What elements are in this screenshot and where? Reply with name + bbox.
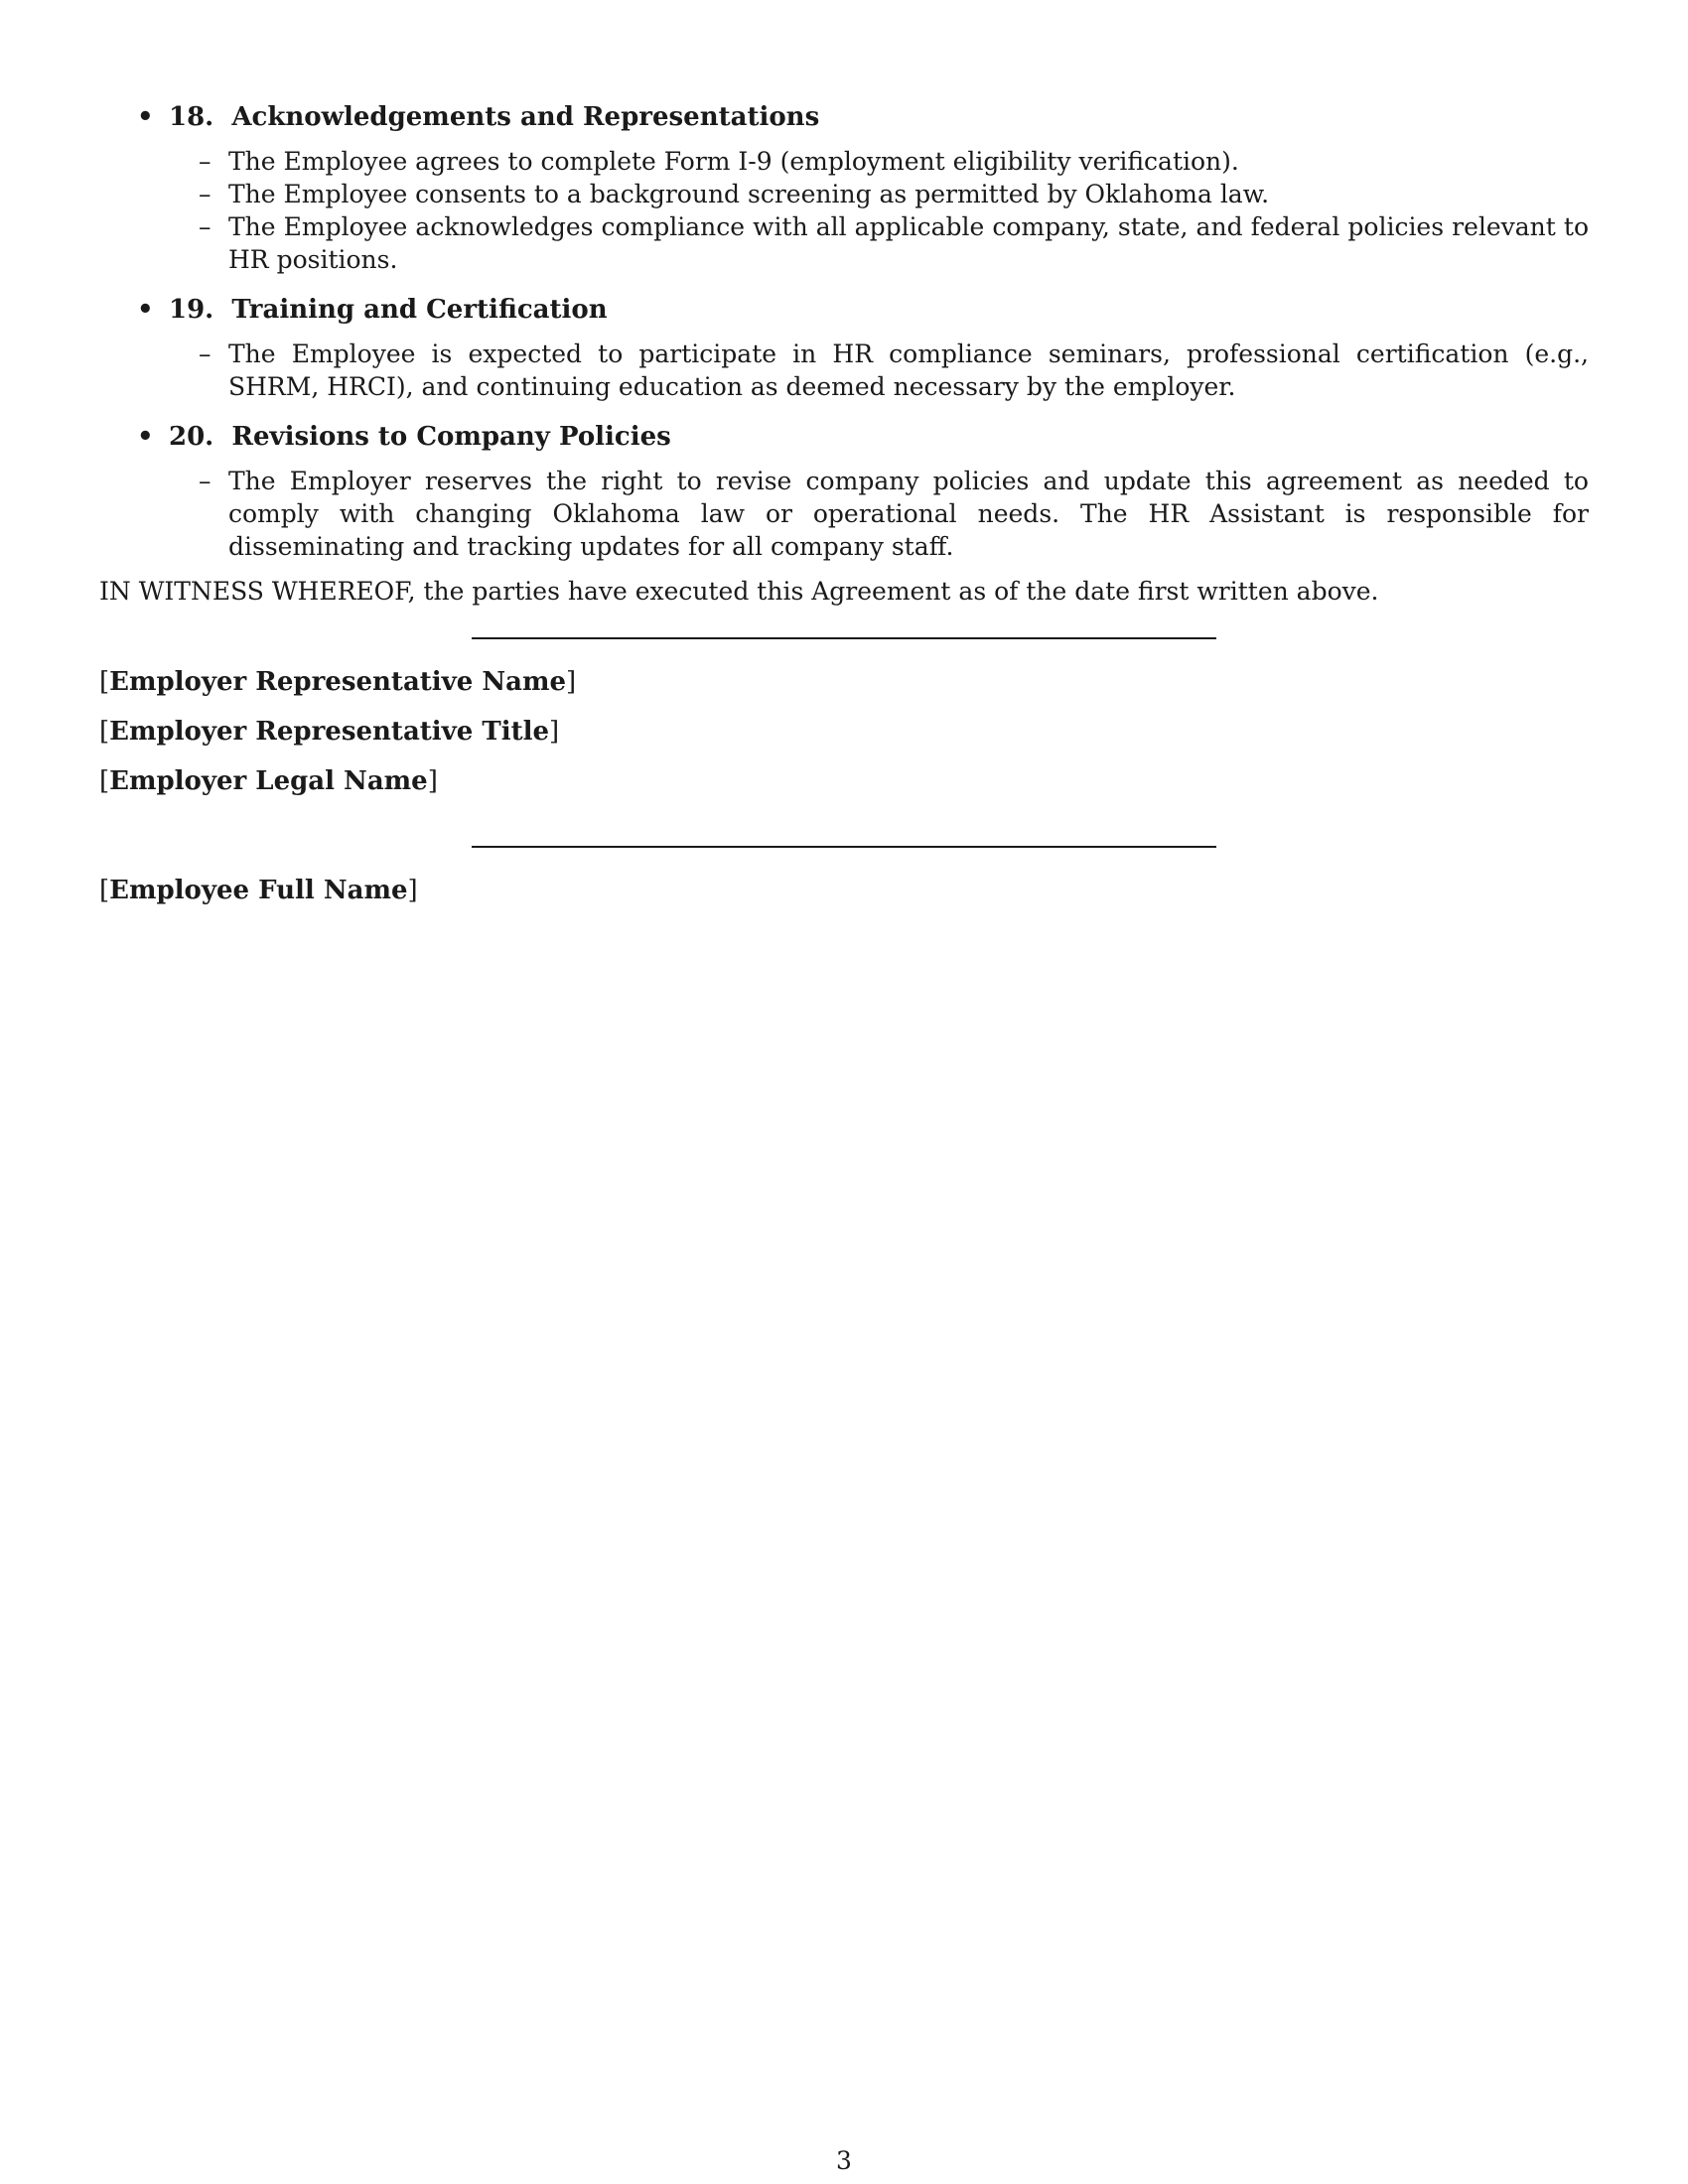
dash-marker: – (199, 467, 211, 495)
list-item (99, 465, 1589, 563)
section-heading (99, 95, 1589, 139)
employee-signature-line (472, 846, 1216, 848)
section-number: 18. (169, 102, 214, 132)
section-heading (99, 415, 1589, 459)
document-page (99, 95, 1589, 915)
item-text: The Employer reserves the right to revise company policies and update this agreement as needed to comply with changing Oklahoma law or operational needs. The HR Assistant is responsible for disseminating and tracking updates for all company staff. (228, 467, 1589, 561)
list-item (99, 210, 1589, 276)
list-item (99, 178, 1589, 210)
dash-marker: – (199, 340, 211, 368)
section-items (99, 465, 1589, 563)
section-18 (99, 95, 1589, 276)
employer-rep-title: [Employer Representative Title] (99, 717, 560, 747)
bullet-marker: • (137, 422, 154, 452)
employer-signature-line (472, 637, 1216, 639)
section-heading (99, 288, 1589, 332)
section-20 (99, 415, 1589, 563)
witness-clause: IN WITNESS WHEREOF, the parties have executed this Agreement as of the date first written above. (99, 577, 1379, 606)
section-number: 19. (169, 295, 214, 325)
employer-rep-name: [Employer Representative Name] (99, 667, 577, 697)
section-items (99, 145, 1589, 276)
dash-marker: – (199, 180, 211, 208)
item-text: The Employee is expected to participate in HR compliance seminars, professional certification (e.g., SHRM, HRCI), and continuing education as deemed necessary by the employer. (228, 340, 1589, 401)
item-text: The Employee consents to a background screening as permitted by Oklahoma law. (228, 180, 1270, 208)
list-item (99, 145, 1589, 178)
section-title: Revisions to Company Policies (231, 422, 671, 452)
bullet-marker: • (137, 295, 154, 325)
section-title: Acknowledgements and Representations (231, 102, 820, 132)
dash-marker: – (199, 212, 211, 241)
section-items (99, 338, 1589, 403)
section-title: Training and Certification (231, 295, 608, 325)
section-number: 20. (169, 422, 214, 452)
employee-full-name: [Employee Full Name] (99, 876, 418, 905)
section-19 (99, 288, 1589, 403)
page-number: 3 (836, 2146, 852, 2175)
item-text: The Employee acknowledges compliance with all applicable company, state, and federal policies relevant to HR positions. (228, 212, 1589, 274)
list-item (99, 338, 1589, 403)
dash-marker: – (199, 147, 211, 176)
bullet-marker: • (137, 102, 154, 132)
item-text: The Employee agrees to complete Form I-9 (employment eligibility verification). (228, 147, 1239, 176)
employer-legal-name: [Employer Legal Name] (99, 766, 438, 796)
